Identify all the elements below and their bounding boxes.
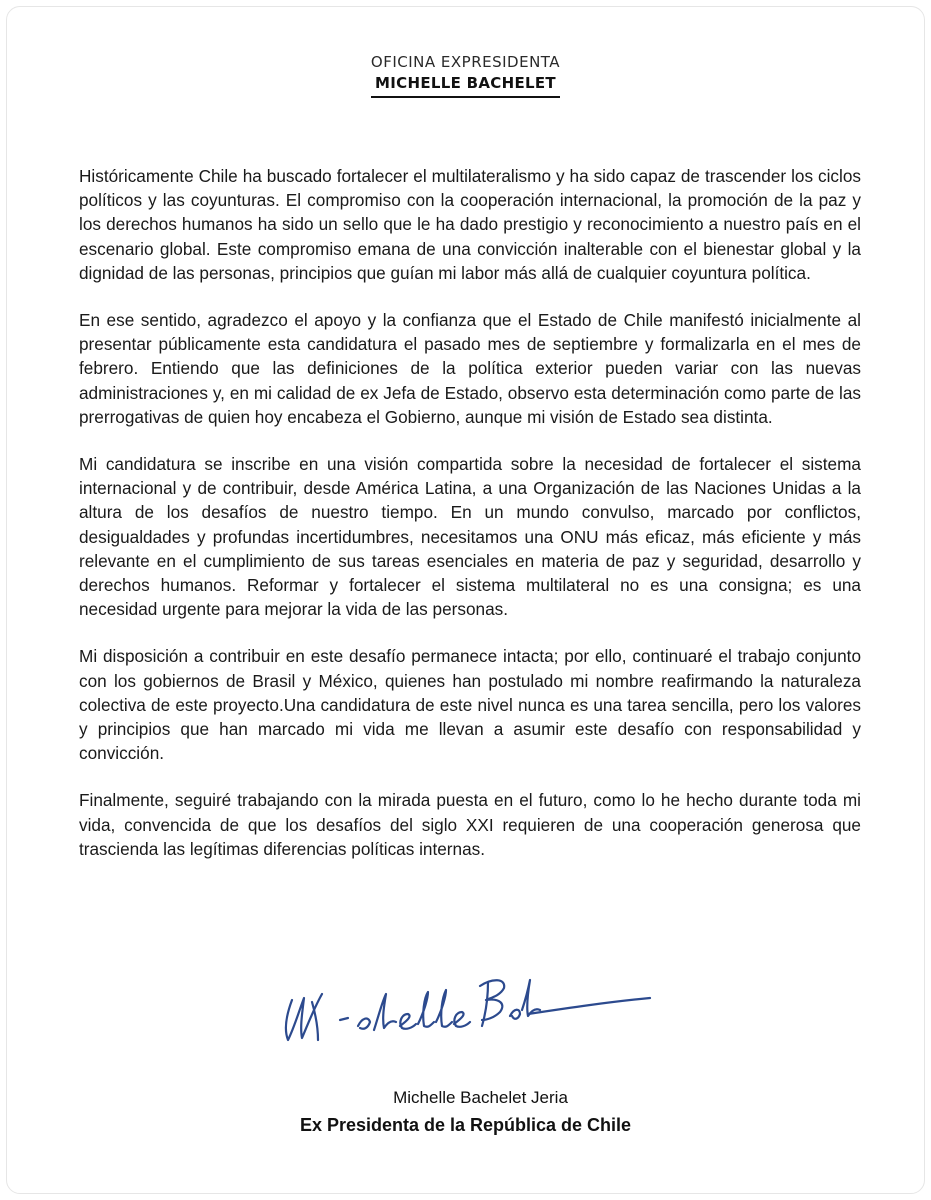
paragraph-5: Finalmente, seguiré trabajando con la mirada puesta en el futuro, como lo he hecho durante toda mi vida, convencida de que los desafíos del siglo XXI requieren de una cooperación generosa que trascienda las legítimas diferencias políticas internas. <box>79 790 861 859</box>
letterhead-underline <box>371 96 560 98</box>
letterhead-office: OFICINA EXPRESIDENTA <box>370 53 561 71</box>
letterhead-logo <box>371 52 560 98</box>
paragraph-2: En ese sentido, agradezco el apoyo y la confianza que el Estado de Chile manifestó inicialmente al presentar públicamente esta candidatura el pasado mes de septiembre y formalizarla en el mes de febrero. Entiendo que las definiciones de la política exterior pueden variar con las nuevas administraciones y, en mi calidad de ex Jefa de Estado, observo esta determinación como parte de las prerrogativas de quien hoy encabeza el Gobierno, aunque mi visión de Estado sea distinta. <box>79 310 861 427</box>
signer-block <box>0 1087 931 1137</box>
signer-name: Michelle Bachelet Jeria <box>393 1088 568 1107</box>
paragraph-4: Mi disposición a contribuir en este desafío permanece intacta; por ello, continuaré el trabajo conjunto con los gobiernos de Brasil y México, quienes han postulado mi nombre reafirmando la naturaleza colectiva de este proyecto.Una candidatura de este nivel nunca es una tarea sencilla, pero los valores y principios que han marcado mi vida me llevan a asumir este desafío con responsabilidad y convicción. <box>79 646 861 764</box>
letter-body <box>79 164 861 884</box>
letterhead <box>0 52 931 98</box>
signer-title: Ex Presidenta de la República de Chile <box>299 1115 632 1135</box>
letterhead-name: MICHELLE BACHELET <box>375 74 556 92</box>
paragraph-1: Históricamente Chile ha buscado fortalecer el multilateralismo y ha sido capaz de trascender los ciclos políticos y las coyunturas. El compromiso con la cooperación internacional, la promoción de la paz y los derechos humanos ha sido un sello que le ha dado prestigio y reconocimiento a nuestro país en el escenario global. Este compromiso emana de una convicción inalterable con el bienestar global y la dignidad de las personas, principios que guían mi labor más allá de cualquier coyuntura política. <box>79 166 861 283</box>
paragraph-3: Mi candidatura se inscribe en una visión compartida sobre la necesidad de fortalecer el sistema internacional y de contribuir, desde América Latina, a una Organización de las Naciones Unidas a la altura de los desafíos de nuestro tiempo. En un mundo convulso, marcado por conflictos, desigualdades y profundas incertidumbres, necesitamos una ONU más eficaz, más eficiente y más relevante en el cumplimiento de sus tareas esenciales en materia de paz y seguridad, desarrollo y derechos humanos. Reformar y fortalecer el sistema multilateral no es una consigna; es una necesidad urgente para mejorar la vida de las personas. <box>79 454 861 620</box>
handwritten-signature <box>278 958 668 1058</box>
